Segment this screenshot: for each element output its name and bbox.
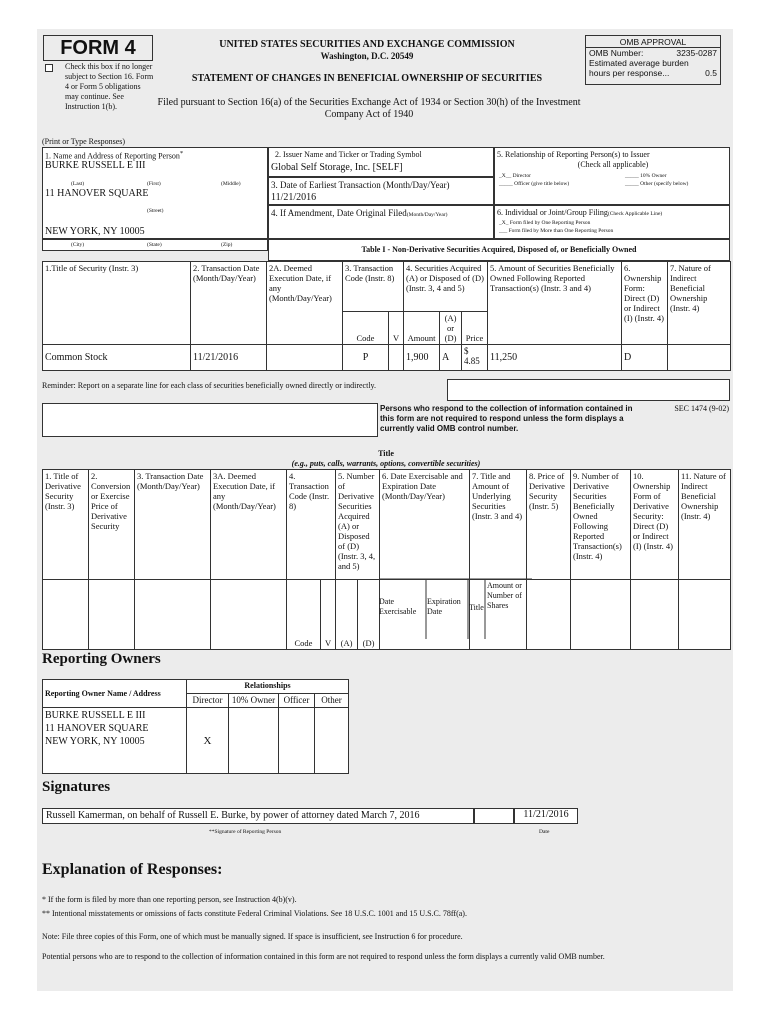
signatures-heading: Signatures	[42, 779, 111, 795]
signature-gap-box	[474, 808, 514, 824]
street-value[interactable]: 11 HANOVER SQUARE	[45, 188, 149, 199]
omb-hours: 0.5	[705, 68, 717, 78]
t1-owned-cell: 11,250	[488, 345, 622, 371]
issuer-value[interactable]: Global Self Storage, Inc. [SELF]	[271, 162, 403, 173]
form-title: FORM 4	[43, 35, 153, 61]
t2-h4: 4. Transaction Code (Instr. 8)	[287, 470, 336, 580]
t1-price-cell: $ 4.85	[462, 345, 488, 371]
t1-h3: 3. Transaction Code (Instr. 8)	[343, 262, 404, 312]
ro-other-blank	[315, 708, 349, 774]
t2-h8: 8. Price of Derivative Security (Instr. 5)	[527, 470, 571, 580]
signature-star: **	[209, 829, 215, 835]
signature-date[interactable]: 11/21/2016	[514, 808, 578, 824]
middle-label: (Middle)	[221, 181, 241, 187]
omb-burden: Estimated average burden	[589, 58, 689, 68]
box4-sub: (Month/Day/Year)	[406, 212, 448, 218]
t2-h3a: 3A. Deemed Execution Date, if any (Month/Day/Year)	[211, 470, 287, 580]
last-label: (Last)	[71, 181, 85, 187]
reporting-owners-table	[42, 679, 349, 774]
t1-form-cell: D	[622, 345, 668, 371]
ro-director-mark: X	[187, 708, 229, 774]
t2-title-header: Title	[469, 603, 484, 612]
explanation-line-1: * If the form is filed by more than one reporting person, see Instruction 4(b)(v).	[42, 895, 297, 904]
table-row	[43, 708, 349, 774]
t2-h7: 7. Title and Amount of Underlying Securities (Instr. 3 and 4)	[470, 470, 527, 580]
t1-h5: 5. Amount of Securities Beneficially Owned Following Reported Transaction(s) (Instr. 3 and 4)	[488, 262, 622, 345]
statement-title: STATEMENT OF CHANGES IN BENEFICIAL OWNERSHIP OF SECURITIES	[191, 73, 543, 84]
omb-hours-label: hours per response...	[589, 68, 670, 78]
box1-label: 1. Name and Address of Reporting Person*	[45, 150, 184, 161]
t2-h2: 2. Conversion or Exercise Price of Derivative Security	[89, 470, 135, 580]
city-label: (City)	[71, 242, 85, 248]
agency-location: Washington, D.C. 20549	[320, 51, 414, 61]
t2-a-header: (A)	[336, 580, 358, 650]
street-label: (Street)	[147, 208, 164, 214]
explanation-heading: Explanation of Responses:	[42, 861, 223, 878]
officer-option[interactable]: _____ Officer (give title below)	[499, 181, 570, 187]
t1-amount-header: Amount	[404, 312, 440, 345]
ro-relationships-header: Relationships	[187, 680, 349, 694]
signature-box[interactable]: Russell Kamerman, on behalf of Russell E. Burke, by power of attorney dated March 7, 2016	[42, 808, 474, 824]
persons-notice: Persons who respond to the collection of information contained in this form are not required to respond unless the form displays a currently valid OMB control number.	[380, 404, 633, 433]
director-option[interactable]: _X__ Director	[499, 173, 531, 179]
ro-owner-name: BURKE RUSSELL E III	[45, 710, 146, 721]
ro-officer-blank	[279, 708, 315, 774]
t1-h2: 2. Transaction Date (Month/Day/Year)	[191, 262, 267, 345]
t2-code-header: Code	[287, 580, 321, 650]
ro-officer-header: Officer	[279, 694, 315, 708]
explanation-line-4: Potential persons who are to respond to the collection of information contained in this form are not required to respond unless the form displays a currently valid OMB number.	[42, 952, 605, 961]
one-person-option[interactable]: _X_ Form filed by One Reporting Person	[499, 220, 591, 226]
t2-exp-header: Expiration Date	[427, 597, 461, 616]
ro-owner-street: 11 HANOVER SQUARE	[45, 723, 149, 734]
box5-sub: (Check all applicable)	[577, 160, 649, 169]
t1-h7: 7. Nature of Indirect Beneficial Ownership (Instr. 4)	[668, 262, 731, 345]
form-sheet	[37, 29, 733, 991]
more-persons-option[interactable]: ___ Form filed by More than One Reporting Person	[499, 228, 614, 234]
t1-price-header: Price	[462, 312, 488, 345]
t2-h3: 3. Transaction Date (Month/Day/Year)	[135, 470, 211, 580]
box4-label: 4. If Amendment, Date Original Filed(Month/Day/Year)	[271, 208, 448, 218]
ro-owner-cell	[43, 708, 187, 774]
other-option[interactable]: _____ Other (specify below)	[625, 181, 689, 187]
omb-title: OMB APPROVAL	[586, 37, 720, 48]
checkbox-instructions: Check this box if no longer subject to Section 16. Form 4 or Form 5 obligations may continue. See Instruction 1(b).	[65, 62, 154, 111]
t1-amount-cell: 1,900	[404, 345, 440, 371]
t2-date-ex-header: Date Exercisable	[379, 597, 417, 616]
ro-other-header: Other	[315, 694, 349, 708]
t1-h4: 4. Securities Acquired (A) or Disposed of (D) (Instr. 3, 4 and 5)	[404, 262, 488, 312]
t2-h6: 6. Date Exercisable and Expiration Date (Month/Day/Year)	[380, 470, 470, 580]
state-label: (State)	[147, 242, 162, 248]
signature-label: **Signature of Reporting Person	[209, 829, 282, 835]
t1-h1: 1.Title of Security (Instr. 3)	[43, 262, 191, 345]
box6-label: 6. Individual or Joint/Group Filing(Check Applicable Line)	[497, 208, 663, 217]
reporting-owners-heading: Reporting Owners	[42, 651, 161, 667]
ro-name-header: Reporting Owner Name / Address	[43, 680, 187, 708]
box5-label: 5. Relationship of Reporting Person(s) to Issuer	[497, 150, 650, 159]
ro-owner-header: 10% Owner	[229, 694, 279, 708]
print-type-note: (Print or Type Responses)	[42, 137, 126, 146]
t1-h6: 6. Ownership Form: Direct (D) or Indirect (I) (Instr. 4)	[622, 262, 668, 345]
table2-title: Title	[378, 449, 394, 458]
t2-h5: 5. Number of Derivative Securities Acquired (A) or Disposed of (D) (Instr. 3, 4, and 5)	[336, 470, 380, 580]
filed-pursuant: Filed pursuant to Section 16(a) of the Securities Exchange Act of 1934 or Section 30(h) of the Investment Company Act of 1940	[157, 97, 581, 120]
box2-label: 2. Issuer Name and Ticker or Trading Symbol	[275, 150, 422, 159]
t1-aord-header: (A) or (D)	[440, 312, 462, 345]
t2-h1: 1. Title of Derivative Security (Instr. 3)	[43, 470, 89, 580]
earliest-transaction-value[interactable]: 11/21/2016	[271, 192, 317, 203]
t2-d-header: (D)	[358, 580, 380, 650]
reporting-person-name[interactable]: BURKE RUSSELL E III	[45, 160, 146, 171]
t1-aord-cell: A	[440, 345, 462, 371]
omb-number-label: OMB Number:	[589, 48, 644, 58]
t1-date-cell: 11/21/2016	[191, 345, 267, 371]
t2-v-header: V	[321, 580, 336, 650]
ten-percent-owner-option[interactable]: _____ 10% Owner	[625, 173, 667, 179]
zip-label: (Zip)	[221, 242, 233, 248]
box1-star: *	[179, 150, 184, 157]
explanation-line-3: Note: File three copies of this Form, one of which must be manually signed. If space is insufficient, see Instruction 6 for procedure.	[42, 932, 463, 941]
t1-title-cell: Common Stock	[43, 345, 191, 371]
first-label: (First)	[147, 181, 161, 187]
t1-h2a: 2A. Deemed Execution Date, if any (Month/Day/Year)	[267, 262, 343, 345]
agency-name: UNITED STATES SECURITIES AND EXCHANGE COMMISSION	[219, 39, 515, 50]
box6-sub: (Check Applicable Line)	[607, 211, 663, 217]
t2-h10: 10. Ownership Form of Derivative Security: Direct (D) or Indirect (I) (Instr. 4)	[631, 470, 679, 580]
ro-owner-blank	[229, 708, 279, 774]
sec-code: SEC 1474 (9-02)	[674, 404, 729, 413]
reminder-text: Reminder: Report on a separate line for each class of securities beneficially owned directly or indirectly.	[42, 381, 377, 390]
table2-subtitle: (e.g., puts, calls, warrants, options, convertible securities)	[291, 459, 481, 468]
t2-amount-header: Amount or Number of Shares	[487, 581, 522, 610]
city-value[interactable]: NEW YORK, NY 10005	[45, 226, 145, 237]
t2-h11: 11. Nature of Indirect Beneficial Ownership (Instr. 4)	[679, 470, 731, 580]
t2-h9: 9. Number of Derivative Securities Beneficially Owned Following Reported Transaction(s) (Instr. 4)	[571, 470, 631, 580]
omb-number: 3235-0287	[676, 48, 717, 58]
t1-v-header: V	[389, 312, 404, 345]
date-label: Date	[539, 829, 550, 835]
ro-owner-city: NEW YORK, NY 10005	[45, 736, 145, 747]
ro-director-header: Director	[187, 694, 229, 708]
table1-title: Table I - Non-Derivative Securities Acquired, Disposed of, or Beneficially Owned	[268, 239, 730, 261]
t1-code-cell: P	[343, 345, 389, 371]
box3-label: 3. Date of Earliest Transaction (Month/Day/Year)	[271, 180, 450, 190]
t2-subheader-lines	[37, 29, 733, 669]
t1-code-header: Code	[343, 312, 389, 345]
explanation-line-2: ** Intentional misstatements or omissions of facts constitute Federal Criminal Violations. See 18 U.S.C. 1001 and 15 U.S.C. 78ff(a).	[42, 909, 467, 918]
